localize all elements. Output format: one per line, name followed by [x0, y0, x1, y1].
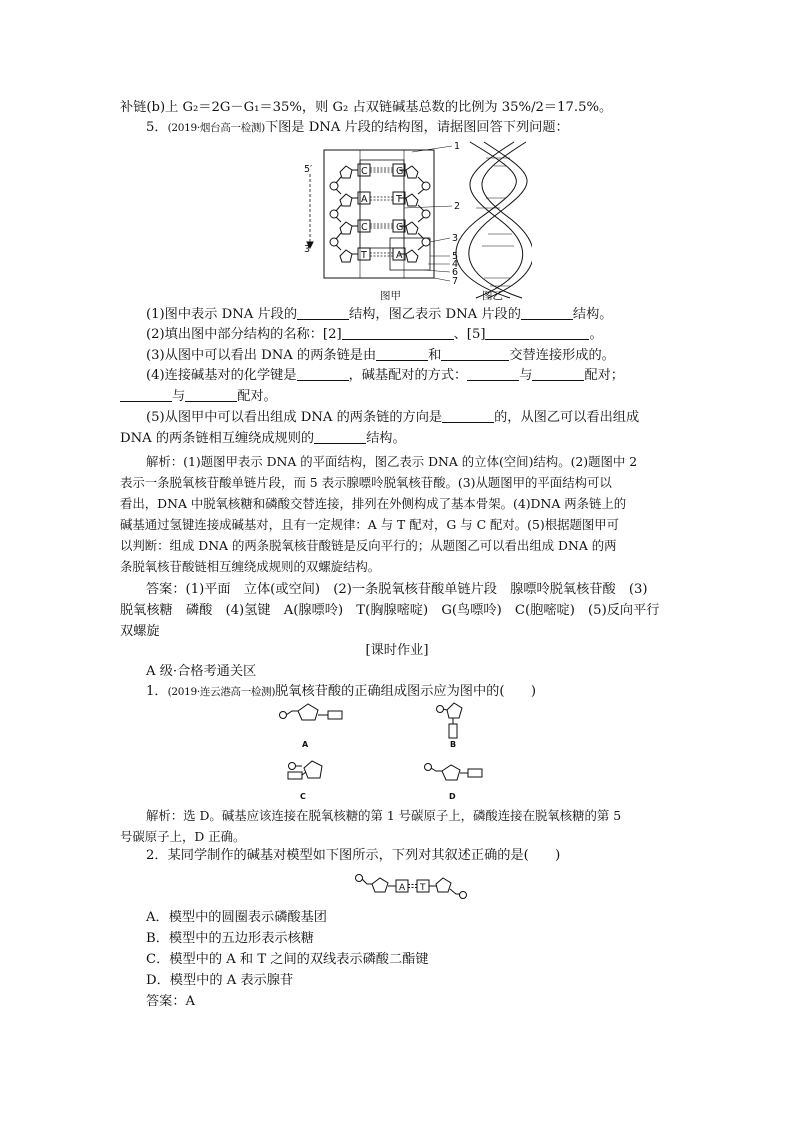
sub-question-4: (4)连接碱基对的化学键是 ，碱基配对的方式： 与 配对； — [146, 368, 624, 383]
callout-label: 1 — [454, 141, 461, 152]
option-c: C．模型中的 A 和 T 之间的双线表示磷酸二酯键 — [146, 952, 429, 967]
base-label: T — [361, 250, 367, 261]
base-label: T — [396, 194, 402, 205]
answer-blank[interactable] — [297, 367, 349, 381]
base-label: A — [361, 194, 368, 205]
answer-line: 双螺旋 — [120, 624, 160, 639]
figure-jia-label: 图甲 — [380, 290, 401, 302]
callout-label: 7 — [452, 276, 459, 287]
answer-blank[interactable] — [314, 430, 366, 444]
five-prime-label: 5′ — [304, 164, 313, 175]
answer-blank[interactable] — [441, 347, 509, 361]
callout-label: 3 — [452, 233, 459, 244]
answer-blank[interactable] — [297, 306, 349, 320]
option-c-diagram — [288, 761, 322, 779]
figure-jia-planar-structure — [307, 146, 452, 281]
option-d: D．模型中的 A 表示腺苷 — [146, 973, 294, 988]
figure-yi-label: 图乙 — [482, 290, 503, 302]
answer-blank[interactable] — [120, 388, 172, 402]
base-label: G — [396, 166, 404, 177]
answer-line: 答案：(1)平面 立体(或空间) (2)一条脱氧核苷酸单链片段 腺嘌呤脱氧核苷酸 (3) — [146, 582, 648, 597]
callout-label: 2 — [454, 201, 461, 212]
callout-label: 6 — [452, 267, 459, 278]
answer-blank[interactable] — [532, 367, 584, 381]
sub-question-1: (1)图中表示 DNA 片段的 结构，图乙表示 DNA 片段的 结构。 — [146, 307, 613, 322]
option-a-diagram — [280, 704, 343, 720]
option-label: D — [449, 792, 456, 800]
question-text: 下图是 DNA 片段的结构图，请据图回答下列问题： — [264, 120, 569, 135]
three-prime-label: 3′ — [304, 244, 313, 255]
option-label: C — [300, 792, 306, 800]
figure-yi-double-helix — [456, 142, 532, 298]
answer-blank[interactable] — [467, 367, 519, 381]
analysis-line: 解析：选 D。碱基应该连接在脱氧核糖的第 1 号碳原子上，磷酸连接在脱氧核糖的第 5 — [146, 808, 622, 823]
answer-blank[interactable] — [442, 409, 494, 423]
section-title: [课时作业] — [365, 643, 429, 658]
base-pair-model-figure — [350, 870, 470, 902]
analysis-line: 解析：(1)题图甲表示 DNA 的平面结构，图乙表示 DNA 的立体(空间)结构。(2)题图中 2 — [146, 454, 638, 469]
sub-question-5: (5)从图甲中可以看出组成 DNA 的两条链的方向是 的，从图乙可以看出组成 — [146, 410, 640, 425]
answer-blank[interactable] — [521, 306, 573, 320]
question-5-stem — [146, 118, 569, 138]
option-b-diagram — [437, 703, 463, 738]
dna-structure-figure — [300, 138, 532, 302]
option-a: A．模型中的圆圈表示磷酸基团 — [146, 910, 327, 925]
sub-question-2: (2)填出图中部分结构的名称：[2] 、[5] 。 — [146, 327, 603, 342]
base-label: C — [361, 166, 368, 177]
callout-label: 4 — [452, 259, 459, 270]
option-label: A — [302, 740, 309, 749]
analysis-line: 号碳原子上，D 正确。 — [120, 829, 246, 844]
base-label: G — [396, 222, 404, 233]
question-2-stem: 2．某同学制作的碱基对模型如下图所示，下列对其叙述正确的是( ) — [146, 848, 561, 863]
question-number: 5． — [146, 120, 168, 135]
sub-question-5-cont: DNA 的两条链相互缠绕成规则的 结构。 — [120, 431, 406, 446]
answer-line: 脱氧核糖 磷酸 (4)氢键 A(腺嘌呤) T(胸腺嘧啶) G(鸟嘌呤) C(胞嘧啶) (5)反向平行 — [120, 603, 660, 618]
analysis-line: 表示一条脱氧核苷酸单链片段，而 5 表示腺嘌呤脱氧核苷酸。(3)从题图甲的平面结构可以 — [120, 475, 612, 490]
analysis-line: 以判断：组成 DNA 的两条脱氧核苷酸链是反向平行的；从题图乙可以看出组成 DNA 的两 — [120, 538, 617, 553]
base-label: T — [420, 883, 426, 893]
level-heading: A 级·合格考通关区 — [146, 664, 257, 679]
base-label: A — [396, 250, 403, 261]
sub-question-3: (3)从图中可以看出 DNA 的两条链是由 和 交替连接形成的。 — [146, 348, 615, 363]
question-1-stem: 1．(2019·连云港高一检测)脱氧核苷酸的正确组成图示应为图中的( ) — [146, 684, 536, 699]
callout-label: 5 — [452, 251, 459, 262]
answer-blank[interactable] — [185, 388, 237, 402]
question-source: (2019·烟台高一检测) — [167, 122, 265, 134]
sub-question-4-cont: 与 配对。 — [120, 387, 277, 407]
analysis-line: 看出，DNA 中脱氧核糖和磷酸交替连接，排列在外侧构成了基本骨架。(4)DNA 两条链上的 — [120, 496, 627, 511]
analysis-line: 碱基通过氢键连接成碱基对，且有一定规律：A 与 T 配对，G 与 C 配对。(5)根据题图甲可 — [120, 517, 620, 532]
analysis-line: 条脱氧核苷酸链相互缠绕成规则的双螺旋结构。 — [120, 559, 381, 574]
answer-line: 答案：A — [146, 994, 196, 1009]
nucleotide-options-figure — [240, 700, 500, 800]
base-label: A — [399, 883, 406, 893]
option-d-diagram — [425, 764, 483, 781]
carry-over-line: 补链(b)上 G₂＝2G－G₁＝35%，则 G₂ 占双链碱基总数的比例为 35%/2＝17.5%。 — [120, 100, 613, 115]
answer-blank[interactable] — [342, 326, 454, 340]
option-b: B．模型中的五边形表示核糖 — [146, 931, 314, 946]
option-label: B — [450, 740, 457, 749]
answer-blank[interactable] — [485, 326, 589, 340]
answer-blank[interactable] — [376, 347, 428, 361]
base-label: C — [361, 222, 368, 233]
